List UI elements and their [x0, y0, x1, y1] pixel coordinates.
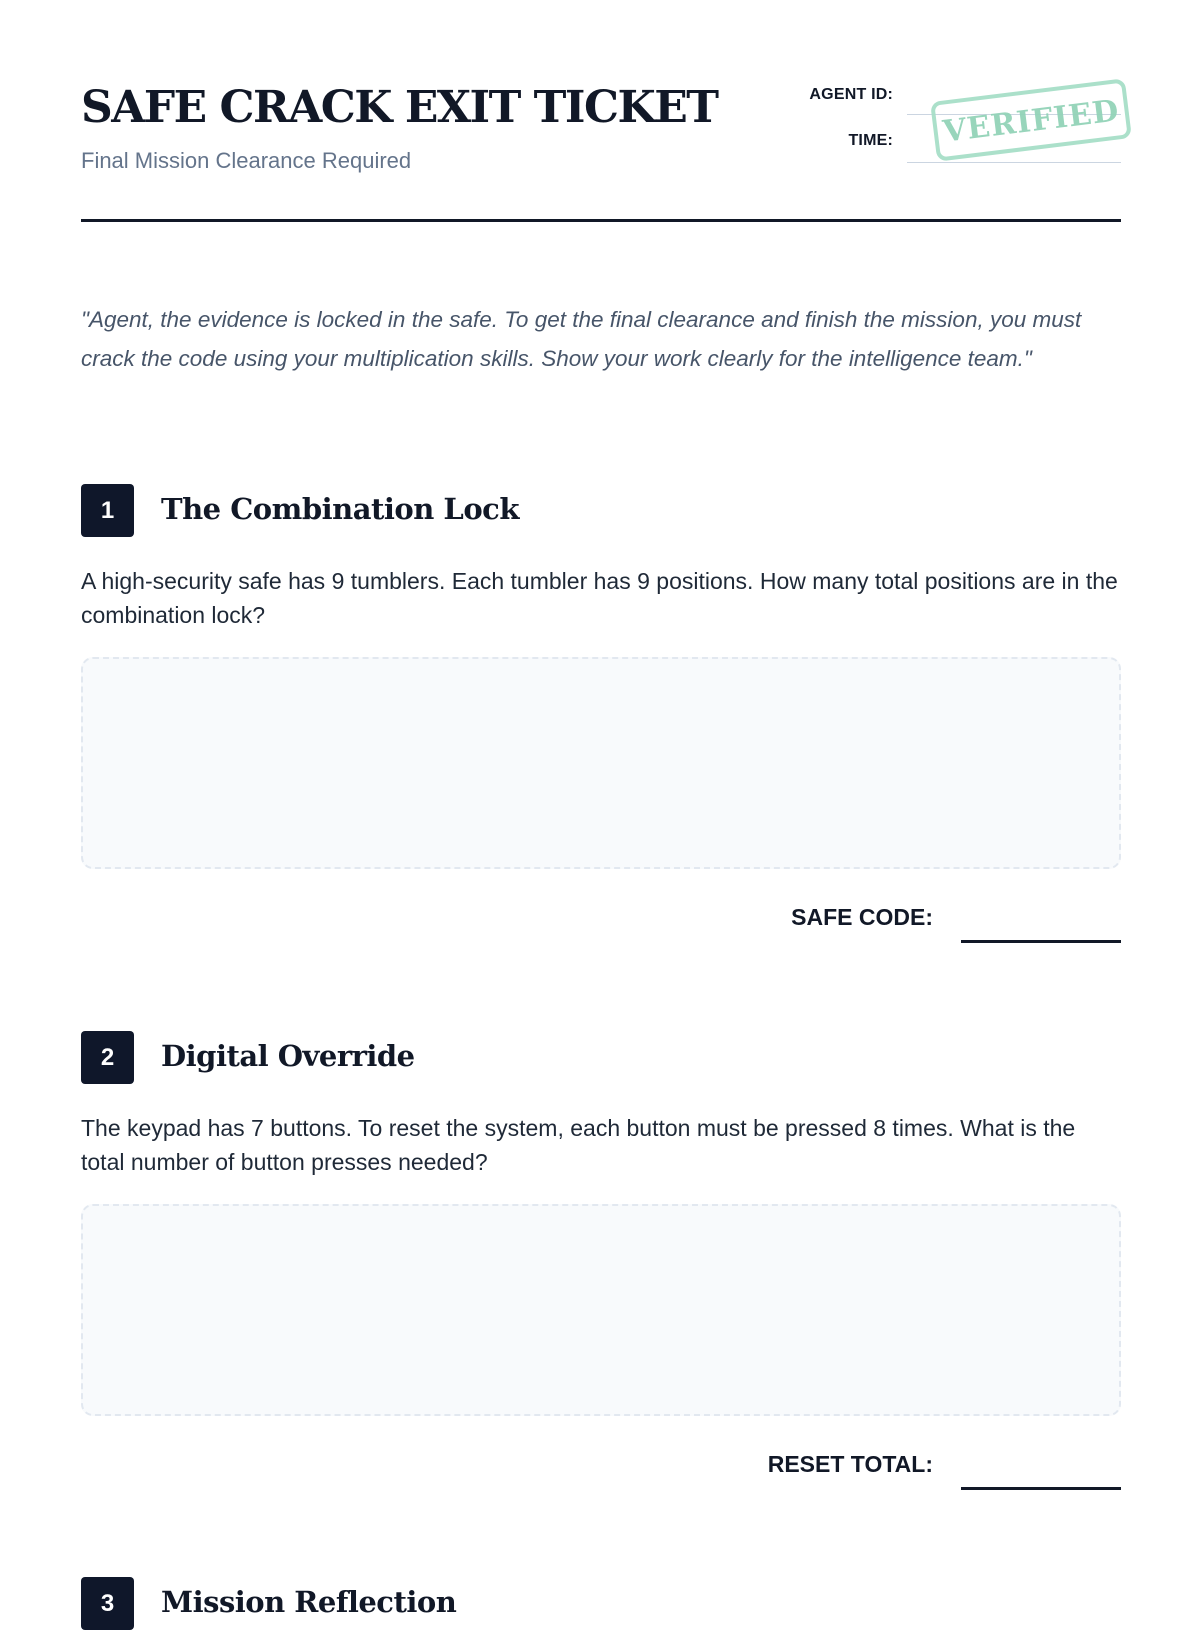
mission-intro: "Agent, the evidence is locked in the safe. To get the final clearance and finish the mission, you must crack the code using your multiplication skills. Show your work clearly for the intelligence team."	[81, 307, 1082, 371]
work-area[interactable]	[81, 1204, 1121, 1416]
answer-label: RESET TOTAL:	[767, 1451, 933, 1477]
question-section-1	[81, 484, 1121, 930]
time-field[interactable]	[907, 162, 1121, 163]
question-text: The keypad has 7 buttons. To reset the system, each button must be pressed 8 times. What is the total number of button presses needed?	[81, 1115, 1076, 1175]
answer-row	[621, 1451, 1121, 1491]
section-header	[81, 484, 1121, 536]
page-subtitle: Final Mission Clearance Required	[81, 148, 412, 173]
question-text: A high-security safe has 9 tumblers. Each tumbler has 9 positions. How many total positions are in the combination lock?	[81, 568, 1118, 628]
ticket-header	[81, 80, 1121, 222]
section-title: Digital Override	[161, 1039, 415, 1073]
exit-ticket-page	[81, 0, 1122, 1619]
answer-field[interactable]	[961, 940, 1121, 943]
section-title: The Combination Lock	[161, 492, 519, 526]
answer-field[interactable]	[961, 1487, 1121, 1490]
section-number-badge: 1	[81, 484, 134, 537]
verified-stamp: VERIFIED	[930, 78, 1132, 161]
work-area[interactable]	[81, 657, 1121, 869]
time-label: TIME:	[848, 132, 893, 149]
question-section-2	[81, 1031, 1121, 1477]
answer-label: SAFE CODE:	[791, 904, 933, 930]
section-number-badge: 2	[81, 1031, 134, 1084]
agent-meta	[781, 84, 1121, 174]
section-title: Mission Reflection	[161, 1585, 457, 1619]
page-title: SAFE CRACK EXIT TICKET	[81, 82, 718, 133]
question-section-3	[81, 1577, 1121, 1629]
section-number-badge: 3	[81, 1577, 134, 1630]
section-header	[81, 1577, 1121, 1629]
answer-row	[621, 904, 1121, 944]
section-header	[81, 1031, 1121, 1083]
agent-id-label: AGENT ID:	[809, 86, 893, 103]
header-divider	[81, 219, 1121, 222]
